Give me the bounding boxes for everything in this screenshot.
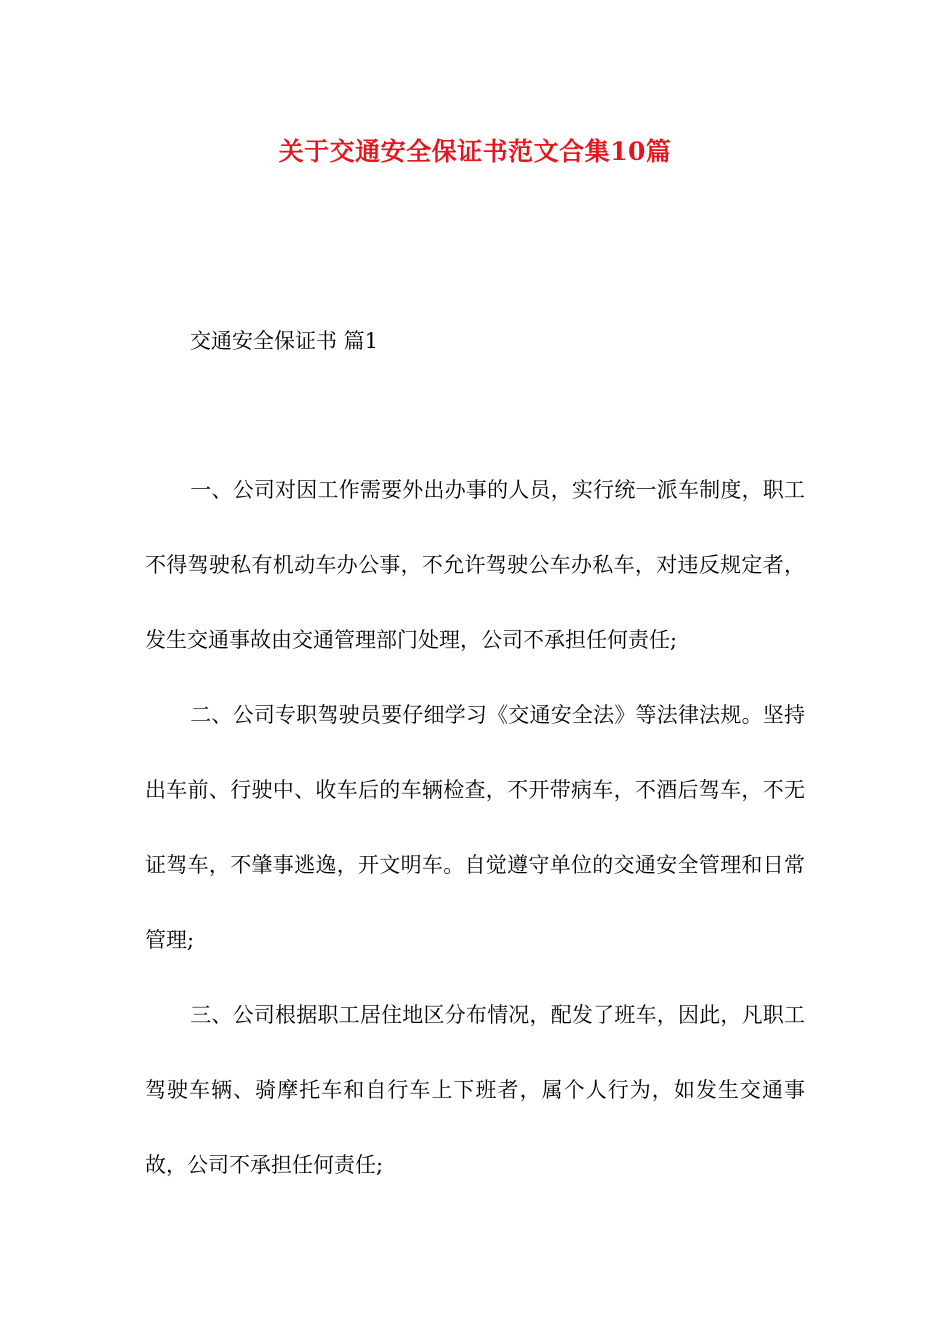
paragraph-3-text: 三、公司根据职工居住地区分布情况，配发了班车，因此，凡职工驾驶车辆、骑摩托车和自行车上下班者，属个人行为，如发生交通事故，公司不承担任何责任; [145, 1003, 805, 1177]
section-heading: 交通安全保证书 篇1 [190, 329, 379, 353]
paragraph-2 [145, 678, 805, 978]
paragraph-1 [145, 453, 805, 678]
document-title: 关于交通安全保证书范文合集10篇 [278, 137, 672, 166]
paragraph-1-text: 一、公司对因工作需要外出办事的人员，实行统一派车制度，职工不得驾驶私有机动车办公事，不允许驾驶公车办私车，对违反规定者，发生交通事故由交通管理部门处理，公司不承担任何责任; [145, 478, 805, 652]
paragraph-2-text: 二、公司专职驾驶员要仔细学习《交通安全法》等法律法规。坚持出车前、行驶中、收车后的车辆检查，不开带病车，不酒后驾车，不无证驾车，不肇事逃逸，开文明车。自觉遵守单位的交通安全管理和日常管理; [145, 703, 805, 952]
paragraph-3 [145, 978, 805, 1203]
